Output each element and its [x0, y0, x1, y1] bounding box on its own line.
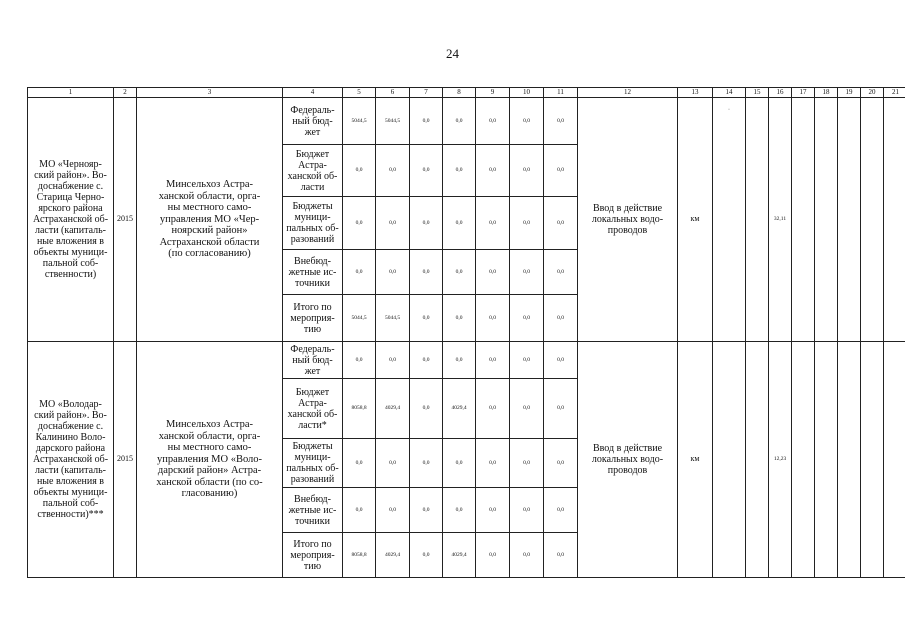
- empty-cell: [861, 342, 884, 578]
- column-number: 5: [343, 88, 376, 98]
- empty-cell: [838, 98, 861, 342]
- amount-value: 0,0: [343, 488, 376, 533]
- amount-value: 5044,5: [343, 295, 376, 342]
- amount-value: 4029,4: [443, 533, 476, 578]
- amount-value: 0,0: [410, 533, 443, 578]
- amount-value: 0,0: [410, 295, 443, 342]
- column-number: 9: [476, 88, 510, 98]
- column-number: 2: [114, 88, 137, 98]
- amount-value: 0,0: [510, 145, 544, 197]
- empty-cell: [746, 342, 769, 578]
- amount-value: 4029,4: [376, 379, 410, 439]
- funding-source: Федераль- ный бюд- жет: [283, 342, 343, 379]
- empty-cell: [815, 342, 838, 578]
- column-number: 15: [746, 88, 769, 98]
- column-number: 12: [578, 88, 678, 98]
- amount-value: 0,0: [443, 439, 476, 488]
- object-name: МО «Володар- ский район». Во- доснабжение с. Калинино Воло- дарского района Астраханской об- ласти (капиталь- ные вложения в объекты муници- пальной соб- ственности)***: [28, 342, 114, 578]
- amount-value: 0,0: [510, 488, 544, 533]
- amount-value: 0,0: [510, 379, 544, 439]
- amount-value: 0,0: [343, 342, 376, 379]
- column-number: 21: [884, 88, 905, 98]
- column-number: 1: [28, 88, 114, 98]
- amount-value: 0,0: [410, 197, 443, 250]
- unit: км: [678, 342, 713, 578]
- table-row: [28, 342, 905, 379]
- amount-value: 0,0: [343, 439, 376, 488]
- amount-value: 0,0: [510, 197, 544, 250]
- amount-value: 0,0: [510, 533, 544, 578]
- amount-value: 0,0: [376, 250, 410, 295]
- amount-value: 5044,5: [376, 98, 410, 145]
- amount-value: 4029,4: [376, 533, 410, 578]
- amount-value: 0,0: [476, 533, 510, 578]
- amount-value: 0,0: [510, 98, 544, 145]
- empty-cell: [713, 98, 746, 342]
- amount-value: 0,0: [476, 295, 510, 342]
- table-row: [28, 98, 905, 145]
- executor: Минсельхоз Астра- ханской области, орга- ны местного само- управления МО «Чер- ноярский район» Астраханской области (по согласованию): [137, 98, 283, 342]
- amount-value: 0,0: [410, 342, 443, 379]
- amount-value: 8058,8: [343, 533, 376, 578]
- amount-value: 0,0: [544, 295, 578, 342]
- amount-value: 0,0: [410, 250, 443, 295]
- empty-cell: [713, 342, 746, 578]
- empty-cell: [792, 98, 815, 342]
- column-number: 19: [838, 88, 861, 98]
- amount-value: 8058,8: [343, 379, 376, 439]
- amount-value: 0,0: [443, 145, 476, 197]
- amount-value: 0,0: [476, 439, 510, 488]
- amount-value: 0,0: [476, 250, 510, 295]
- amount-value: 0,0: [376, 145, 410, 197]
- amount-value: 0,0: [544, 439, 578, 488]
- amount-value: 0,0: [343, 250, 376, 295]
- amount-value: 0,0: [510, 295, 544, 342]
- column-number: 6: [376, 88, 410, 98]
- expected-result: Ввод в действие локальных водо- проводов: [578, 342, 678, 578]
- amount-value: 0,0: [510, 342, 544, 379]
- amount-value: 0,0: [410, 145, 443, 197]
- unit: км: [678, 98, 713, 342]
- column-number: 7: [410, 88, 443, 98]
- amount-value: 0,0: [443, 488, 476, 533]
- empty-cell: [884, 98, 905, 342]
- amount-value: 0,0: [410, 439, 443, 488]
- amount-value: 0,0: [544, 488, 578, 533]
- column-number: 17: [792, 88, 815, 98]
- program-table: [27, 87, 905, 578]
- amount-value: 0,0: [544, 533, 578, 578]
- year: 2015: [114, 98, 137, 342]
- executor: Минсельхоз Астра- ханской области, орга- ны местного само- управления МО «Воло- дарский район» Астра- ханской области (по со- гласованию): [137, 342, 283, 578]
- empty-cell: [838, 342, 861, 578]
- amount-value: 0,0: [343, 145, 376, 197]
- amount-value: 0,0: [443, 342, 476, 379]
- indicator-value: 12,23: [769, 342, 792, 578]
- amount-value: 0,0: [476, 197, 510, 250]
- funding-source: Внебюд- жетные ис- точники: [283, 488, 343, 533]
- amount-value: 0,0: [544, 145, 578, 197]
- column-number: 13: [678, 88, 713, 98]
- amount-value: 0,0: [510, 250, 544, 295]
- amount-value: 0,0: [410, 379, 443, 439]
- column-number: 18: [815, 88, 838, 98]
- indicator-value: 32,11: [769, 98, 792, 342]
- funding-source: Бюджет Астра- ханской об- ласти*: [283, 379, 343, 439]
- funding-source: Итого по мероприя- тию: [283, 295, 343, 342]
- column-number: 4: [283, 88, 343, 98]
- amount-value: 0,0: [443, 250, 476, 295]
- page-number: 24: [446, 46, 459, 61]
- amount-value: 0,0: [544, 197, 578, 250]
- amount-value: 0,0: [343, 197, 376, 250]
- empty-cell: [884, 342, 905, 578]
- amount-value: 0,0: [443, 98, 476, 145]
- amount-value: 0,0: [443, 197, 476, 250]
- year: 2015: [114, 342, 137, 578]
- amount-value: 0,0: [544, 342, 578, 379]
- amount-value: 4029,4: [443, 379, 476, 439]
- funding-source: Внебюд- жетные ис- точники: [283, 250, 343, 295]
- funding-source: Бюджет Астра- ханской об- ласти: [283, 145, 343, 197]
- amount-value: 0,0: [510, 439, 544, 488]
- column-number: 10: [510, 88, 544, 98]
- empty-cell: [815, 98, 838, 342]
- funding-source: Итого по мероприя- тию: [283, 533, 343, 578]
- amount-value: 0,0: [376, 342, 410, 379]
- column-number: 11: [544, 88, 578, 98]
- amount-value: 0,0: [376, 197, 410, 250]
- column-number: 16: [769, 88, 792, 98]
- empty-cell: [746, 98, 769, 342]
- amount-value: 0,0: [410, 98, 443, 145]
- amount-value: 5044,5: [343, 98, 376, 145]
- funding-source: Бюджеты муници- пальных об- разований: [283, 197, 343, 250]
- amount-value: 0,0: [376, 439, 410, 488]
- amount-value: 0,0: [544, 379, 578, 439]
- amount-value: 5044,5: [376, 295, 410, 342]
- column-number: 20: [861, 88, 884, 98]
- amount-value: 0,0: [376, 488, 410, 533]
- amount-value: 0,0: [476, 488, 510, 533]
- table-body: [28, 88, 905, 578]
- empty-cell: [861, 98, 884, 342]
- amount-value: 0,0: [410, 488, 443, 533]
- funding-source: Федераль- ный бюд- жет: [283, 98, 343, 145]
- column-number: 8: [443, 88, 476, 98]
- object-name: МО «Чернояр- ский район». Во- доснабжение с. Старица Черно- ярского района Астраханской об- ласти (капиталь- ные вложения в объекты муници- пальной соб- ственности): [28, 98, 114, 342]
- amount-value: 0,0: [476, 379, 510, 439]
- expected-result: Ввод в действие локальных водо- проводов: [578, 98, 678, 342]
- amount-value: 0,0: [476, 342, 510, 379]
- funding-source: Бюджеты муници- пальных об- разований: [283, 439, 343, 488]
- column-number: 3: [137, 88, 283, 98]
- amount-value: 0,0: [544, 98, 578, 145]
- amount-value: 0,0: [544, 250, 578, 295]
- amount-value: 0,0: [476, 98, 510, 145]
- column-number-row: [28, 88, 905, 98]
- amount-value: 0,0: [476, 145, 510, 197]
- tick-mark: ·: [728, 107, 730, 113]
- column-number: 14: [713, 88, 746, 98]
- amount-value: 0,0: [443, 295, 476, 342]
- empty-cell: [792, 342, 815, 578]
